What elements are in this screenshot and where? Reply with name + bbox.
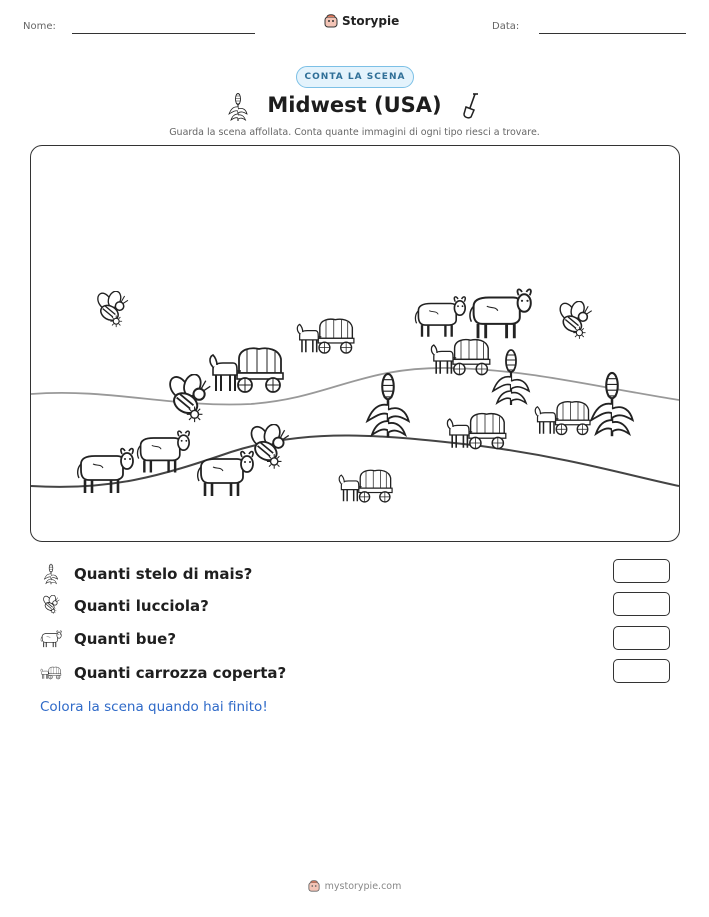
- footer-url[interactable]: mystorypie.com: [324, 880, 402, 892]
- corn-stalk-icon: [493, 350, 529, 405]
- ox-icon: [40, 628, 62, 650]
- covered-wagon-icon: [40, 662, 62, 684]
- ox-icon: [78, 449, 133, 493]
- covered-wagon-icon: [297, 319, 354, 353]
- date-line[interactable]: [539, 33, 686, 34]
- answer-box-wagon[interactable]: [613, 659, 670, 683]
- firefly-icon: [95, 289, 128, 327]
- covered-wagon-icon: [431, 340, 489, 375]
- coloring-note: Colora la scena quando hai finito!: [40, 699, 268, 715]
- corn-stalk-icon: [367, 374, 408, 437]
- question-wagon: [40, 661, 286, 685]
- name-label: Nome:: [23, 21, 56, 32]
- question-text: Quanti lucciola?: [74, 597, 209, 615]
- question-firefly: [40, 594, 209, 618]
- ox-icon: [138, 431, 190, 472]
- question-text: Quanti stelo di mais?: [74, 565, 253, 583]
- activity-badge: CONTA LA SCENA: [296, 66, 414, 88]
- corn-stalk-icon: [40, 563, 62, 585]
- firefly-icon: [167, 372, 211, 422]
- covered-wagon-icon: [210, 348, 283, 392]
- question-corn: [40, 562, 252, 586]
- question-ox: [40, 627, 176, 651]
- corn-stalk-icon: [591, 373, 632, 436]
- storypie-logo-icon: [308, 880, 320, 892]
- ox-icon: [198, 452, 253, 496]
- answer-box-firefly[interactable]: [613, 592, 670, 616]
- question-text: Quanti carrozza coperta?: [74, 664, 287, 682]
- page-title: Midwest (USA): [267, 93, 442, 117]
- shovel-icon: [461, 92, 481, 120]
- name-line[interactable]: [72, 33, 255, 34]
- firefly-icon: [557, 299, 591, 338]
- covered-wagon-icon: [535, 402, 590, 435]
- ox-icon: [470, 289, 531, 338]
- question-text: Quanti bue?: [74, 630, 177, 648]
- storypie-logo-icon: [324, 14, 338, 28]
- scene-illustration: [31, 146, 679, 541]
- scene-picture: [30, 145, 680, 542]
- footer: [0, 880, 709, 892]
- date-label: Data:: [492, 21, 520, 32]
- covered-wagon-icon: [447, 414, 505, 449]
- brand-name: Storypie: [342, 14, 400, 28]
- brand-logo: [324, 14, 399, 28]
- firefly-icon: [40, 595, 62, 617]
- covered-wagon-icon: [339, 470, 392, 502]
- answer-box-corn[interactable]: [613, 559, 670, 583]
- answer-box-ox[interactable]: [613, 626, 670, 650]
- ox-icon: [415, 297, 465, 337]
- instructions: Guarda la scena affollata. Conta quante immagini di ogni tipo riesci a trovare.: [169, 127, 540, 138]
